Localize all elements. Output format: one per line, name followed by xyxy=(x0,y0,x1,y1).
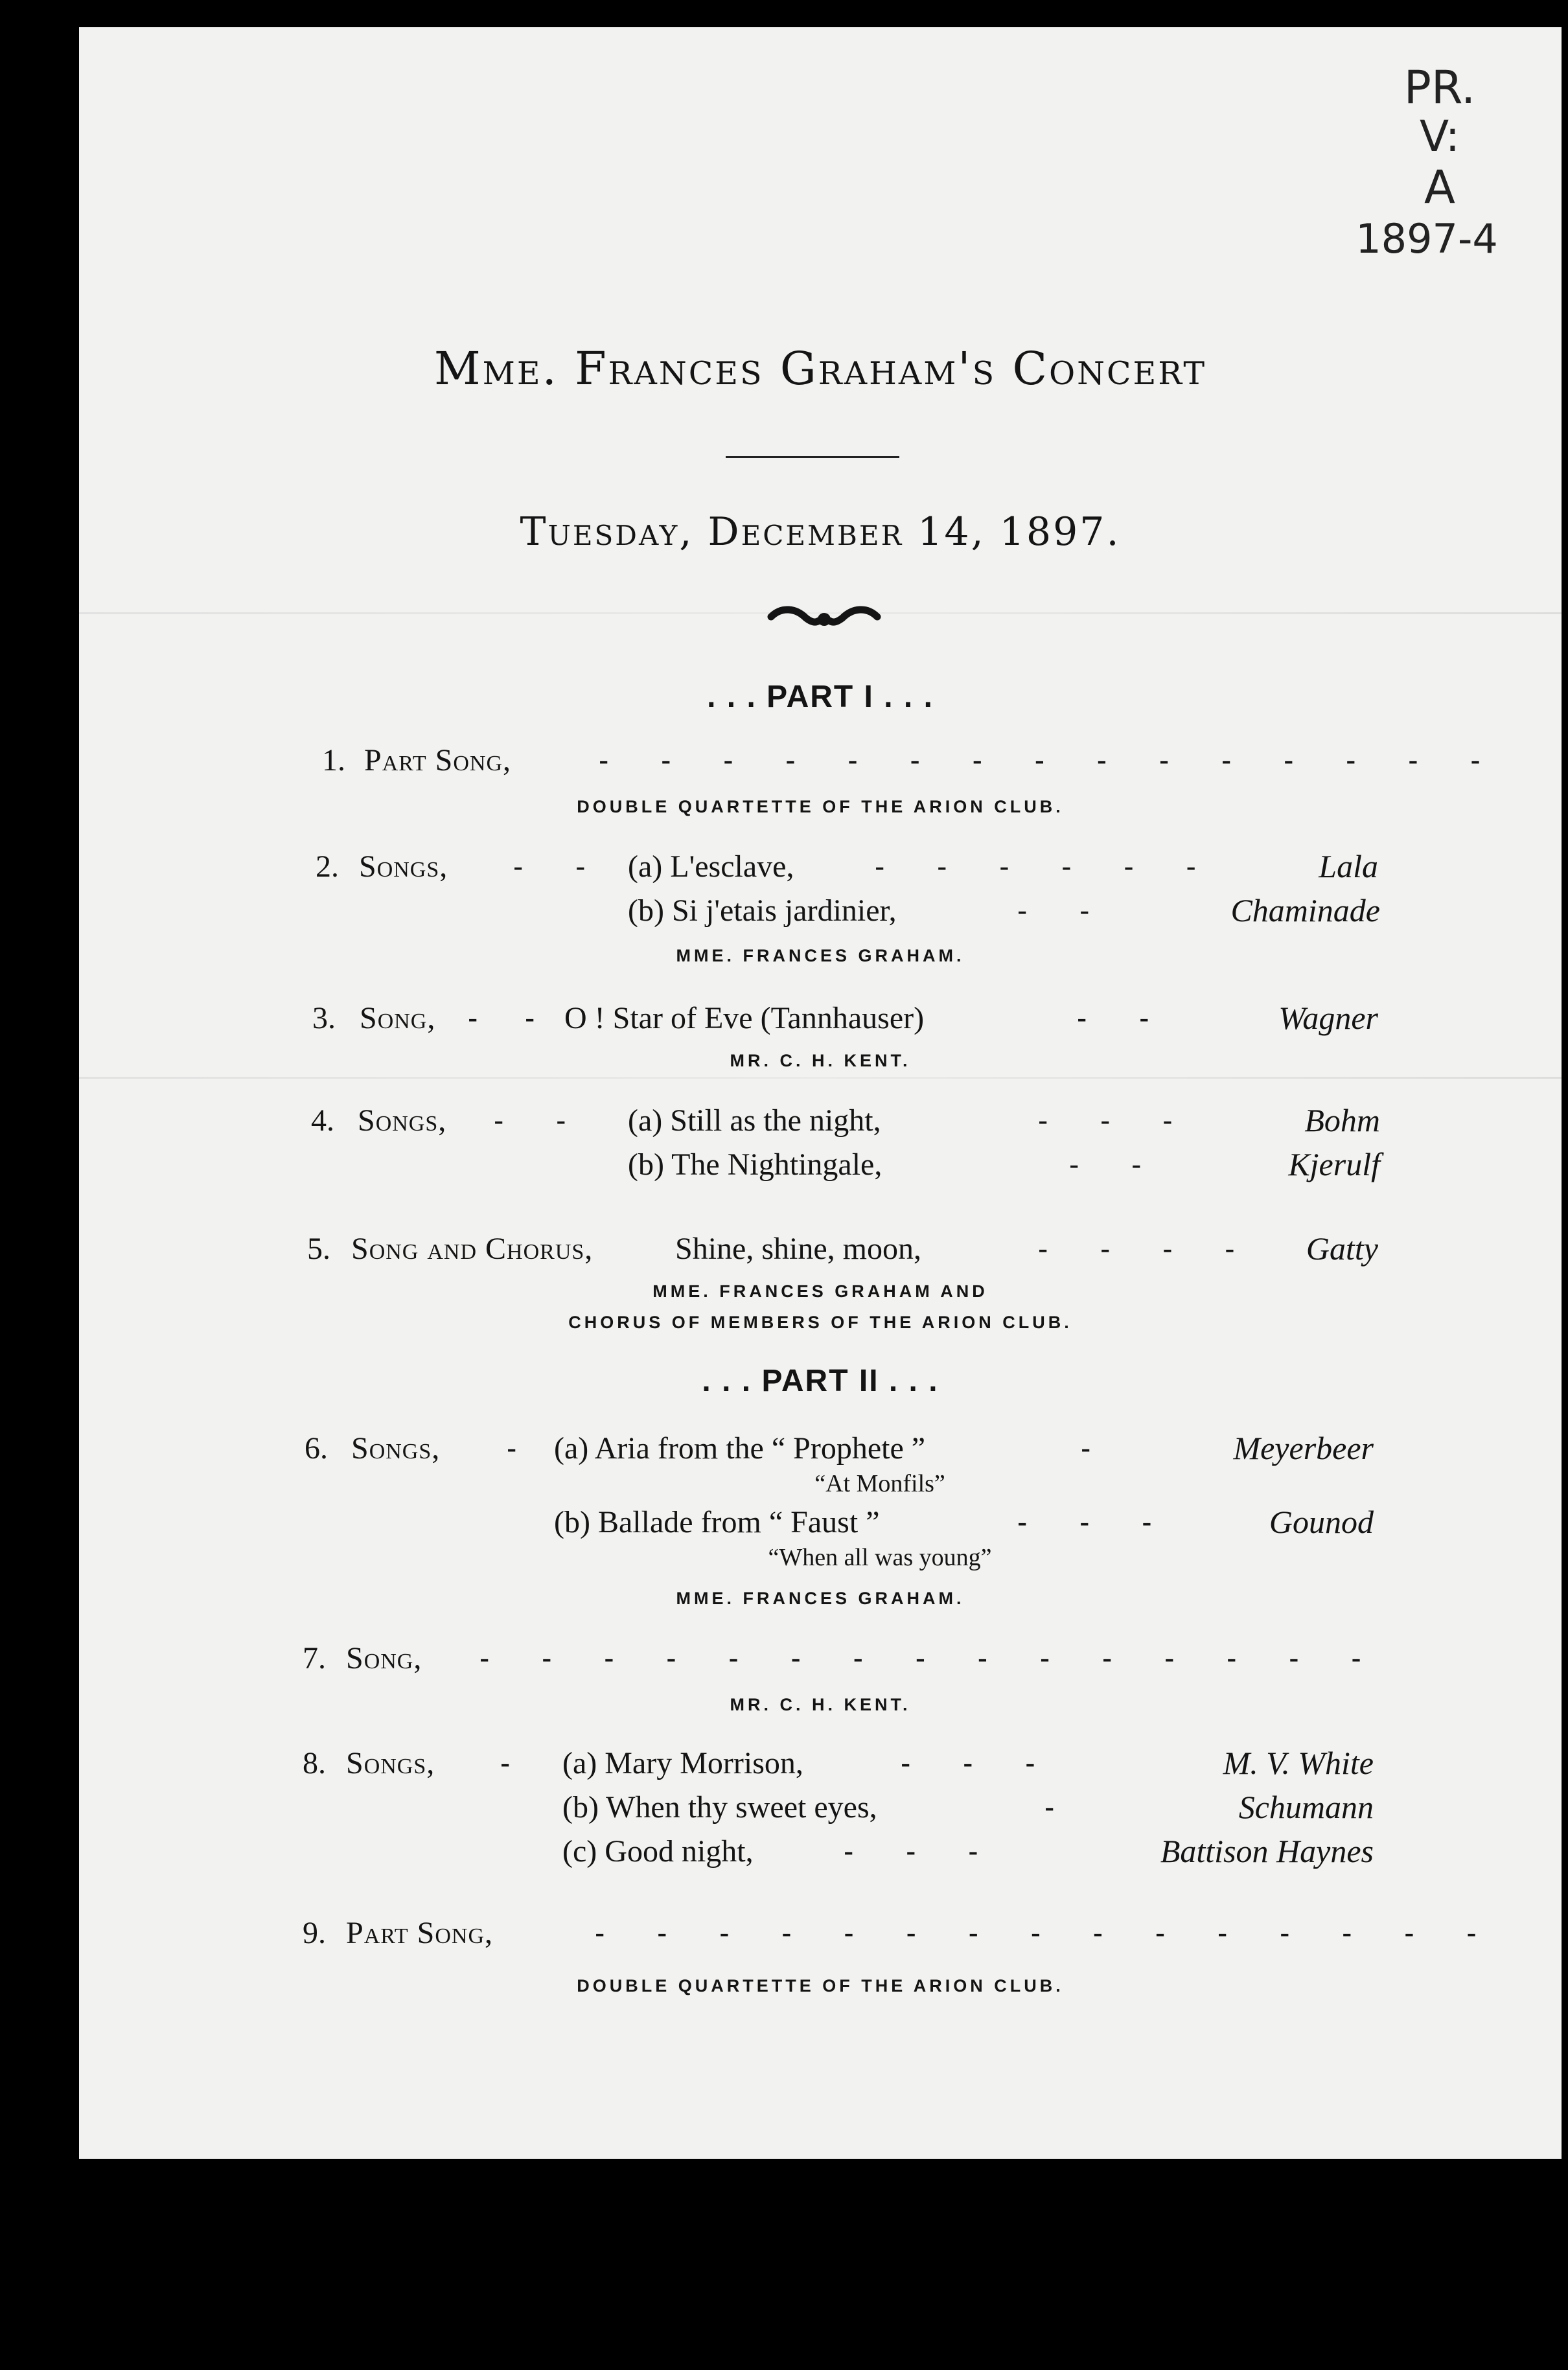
item-7-number: 7. xyxy=(303,1641,326,1675)
item-6a-note: “At Monfils” xyxy=(814,1470,945,1497)
item-4-label: Songs, xyxy=(358,1103,447,1138)
item-2-leader-dashes: - - xyxy=(513,849,608,883)
item-5-composer: Gatty xyxy=(1306,1230,1378,1267)
item-2a-composer: Lala xyxy=(1319,848,1378,884)
item-9-number: 9. xyxy=(303,1916,326,1950)
item-6b-composer: Gounod xyxy=(1269,1504,1374,1540)
item-2a-leader-dashes: - - - - - - xyxy=(875,849,1218,883)
item-6a-title: (a) Aria from the “ Prophete ” xyxy=(554,1431,926,1466)
item-5-number: 5. xyxy=(307,1232,330,1266)
item-4a-composer: Bohm xyxy=(1304,1102,1380,1138)
item-3-performer: MR. C. H. KENT. xyxy=(730,1051,911,1070)
item-8c-title: (c) Good night, xyxy=(562,1834,754,1869)
item-7-label: Song, xyxy=(346,1641,422,1675)
item-6-leader-dash: - xyxy=(507,1431,539,1465)
item-4b-composer: Kjerulf xyxy=(1288,1146,1380,1182)
item-6-number: 6. xyxy=(305,1431,328,1466)
item-2b-composer: Chaminade xyxy=(1230,892,1380,928)
item-1-leader-dashes: - - - - - - - - - - - - - - - xyxy=(599,743,1503,777)
item-2b-leader-dashes: - - xyxy=(1017,893,1112,927)
item-6b-note: “When all was young” xyxy=(768,1544,992,1571)
item-4b-title: (b) The Nightingale, xyxy=(628,1147,882,1182)
item-7-leader-dashes: - - - - - - - - - - - - - - - xyxy=(479,1641,1383,1675)
item-4b-leader-dashes: - - xyxy=(1069,1147,1164,1181)
handwritten-call-number-line2: V: xyxy=(1419,111,1460,161)
item-2-performer: MME. FRANCES GRAHAM. xyxy=(676,946,965,965)
concert-date: Tuesday, December 14, 1897. xyxy=(520,509,1121,555)
item-1-number: 1. xyxy=(322,743,345,777)
item-6a-leader-dash: - xyxy=(1081,1431,1113,1465)
item-4-leader-dashes: - - xyxy=(494,1103,588,1137)
item-4a-title: (a) Still as the night, xyxy=(628,1103,881,1138)
program-sheet xyxy=(79,27,1562,2159)
item-4a-leader-dashes: - - - xyxy=(1038,1103,1195,1137)
item-4-number: 4. xyxy=(311,1103,334,1138)
item-3-leader-dash-b: - xyxy=(525,1001,557,1035)
item-8b-composer: Schumann xyxy=(1238,1789,1374,1825)
item-6-label: Songs, xyxy=(351,1431,441,1466)
item-3-composer: Wagner xyxy=(1278,1000,1378,1036)
item-5-performer-line2: CHORUS OF MEMBERS OF THE ARION CLUB. xyxy=(568,1313,1072,1332)
item-9-performer: DOUBLE QUARTETTE OF THE ARION CLUB. xyxy=(577,1976,1064,1996)
title-divider xyxy=(726,456,899,458)
item-6-performer: MME. FRANCES GRAHAM. xyxy=(676,1589,965,1608)
item-2b-title: (b) Si j'etais jardinier, xyxy=(628,893,897,928)
item-7-performer: MR. C. H. KENT. xyxy=(730,1695,911,1714)
item-9-label: Part Song, xyxy=(346,1916,494,1950)
item-8a-composer: M. V. White xyxy=(1223,1745,1374,1781)
item-9-leader-dashes: - - - - - - - - - - - - - - - xyxy=(595,1916,1499,1950)
item-2-label: Songs, xyxy=(359,849,448,884)
item-6b-leader-dashes: - - - xyxy=(1017,1505,1174,1539)
item-2-number: 2. xyxy=(316,849,339,884)
scroll-ornament-icon xyxy=(766,603,882,635)
item-5-leader-dashes: - - - - xyxy=(1038,1232,1257,1265)
item-8-number: 8. xyxy=(303,1746,326,1780)
item-6a-composer: Meyerbeer xyxy=(1233,1430,1374,1466)
paper-fold-line xyxy=(79,1077,1562,1079)
concert-title: Mme. Frances Graham's Concert xyxy=(433,342,1207,395)
item-3-title: O ! Star of Eve (Tannhauser) xyxy=(564,1001,925,1035)
part-1-heading: . . . PART I . . . xyxy=(707,680,934,714)
item-1-label: Part Song, xyxy=(364,743,512,777)
item-8c-leader-dashes: - - - xyxy=(844,1834,1000,1868)
item-5-title: Shine, shine, moon, xyxy=(675,1232,921,1266)
handwritten-call-number-line4: 1897-4 xyxy=(1355,215,1498,262)
item-8b-title: (b) When thy sweet eyes, xyxy=(562,1790,877,1824)
item-3-label: Song, xyxy=(360,1001,436,1035)
item-8-label: Songs, xyxy=(346,1746,435,1780)
item-1-performer: DOUBLE QUARTETTE OF THE ARION CLUB. xyxy=(577,797,1064,816)
item-3-leader-dashes: - - xyxy=(1077,1001,1171,1035)
item-8c-composer: Battison Haynes xyxy=(1160,1833,1374,1869)
part-2-heading: . . . PART II . . . xyxy=(702,1364,939,1398)
item-8-leader-dash: - xyxy=(500,1746,533,1780)
item-8a-title: (a) Mary Morrison, xyxy=(562,1746,803,1780)
item-8b-leader-dash: - xyxy=(1044,1790,1077,1824)
handwritten-call-number-line1: PR. xyxy=(1403,61,1476,114)
handwritten-call-number-line3: A xyxy=(1424,161,1455,214)
item-3-number: 3. xyxy=(312,1001,336,1035)
item-3-leader-dash-a: - xyxy=(468,1001,500,1035)
item-5-label: Song and Chorus, xyxy=(351,1232,594,1266)
item-6b-title: (b) Ballade from “ Faust ” xyxy=(554,1505,880,1539)
item-8a-leader-dashes: - - - xyxy=(901,1746,1057,1780)
item-5-performer-line1: MME. FRANCES GRAHAM AND xyxy=(652,1282,988,1301)
item-2a-title: (a) L'esclave, xyxy=(628,849,794,884)
